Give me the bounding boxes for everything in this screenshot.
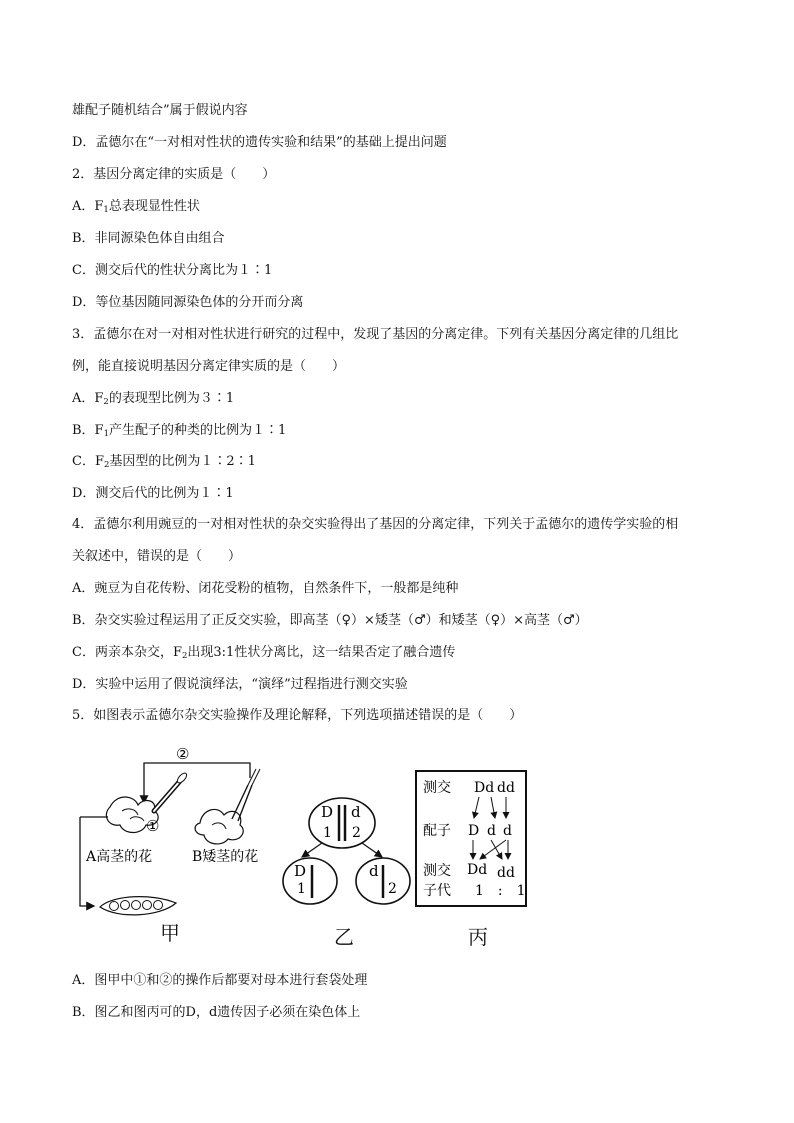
figure-bing — [416, 771, 526, 906]
line-text: B．非同源染色体自由组合 — [72, 231, 225, 246]
option-d — [72, 294, 303, 312]
option-b — [72, 612, 588, 630]
question-3 — [72, 326, 678, 344]
option-c — [72, 453, 256, 474]
gamete-d-lower: d — [487, 823, 496, 839]
parent-dd-2: dd — [497, 780, 515, 796]
question-2 — [72, 166, 275, 184]
parent-dd-1: Dd — [474, 780, 495, 796]
line-text: 总表现显性性状 — [108, 199, 200, 214]
chromosome-right-number: 2 — [388, 881, 397, 897]
row-label-offspring-2: 子代 — [423, 883, 451, 899]
offspring-dd-1: Dd — [467, 862, 488, 878]
line-text: B．图乙和图丙可的D，d遗传因子必须在染色体上 — [72, 1005, 361, 1020]
line-text: B．杂交实验过程运用了正反交实验，即高茎（♀）×矮茎（♂）和矮茎（♀）×高茎（♂） — [72, 613, 588, 628]
option-d — [72, 485, 234, 503]
allele-right: d — [369, 862, 379, 880]
chromosome-number-2: 2 — [352, 825, 361, 841]
flower-b-label: B矮茎的花 — [192, 849, 259, 865]
pea-pod-icon — [100, 897, 176, 915]
subscript: 1 — [103, 205, 109, 215]
line-text: 关叙述中，错误的是（ ） — [72, 549, 242, 564]
step-1-label: ① — [146, 817, 160, 835]
figure-label-yi: 乙 — [334, 925, 354, 949]
line-text: D．孟德尔在“一对相对性状的遗传实验和结果”的基础上提出问题 — [72, 135, 447, 150]
figure-label-jia: 甲 — [160, 921, 180, 945]
text-line — [72, 102, 248, 120]
question-5 — [72, 707, 522, 725]
allele-d-lower: d — [351, 803, 361, 821]
line-text: D．测交后代的比例为１∶1 — [72, 486, 234, 501]
row-label-offspring-1: 测交 — [423, 863, 451, 879]
line-text: 基因型的比例为１∶2∶1 — [109, 454, 256, 469]
gamete-d-lower-2: d — [503, 823, 512, 839]
option-d — [72, 134, 447, 152]
flower-a-label: A高茎的花 — [86, 849, 153, 865]
line-text: A．F — [72, 199, 104, 214]
option-a — [72, 580, 458, 598]
chromosome-left-number: 1 — [297, 881, 306, 897]
option-a — [72, 972, 367, 990]
split-arrow-left — [302, 843, 322, 857]
subscript: 2 — [103, 397, 109, 407]
option-c — [72, 644, 455, 665]
option-a — [72, 198, 200, 219]
line-text: 4．孟德尔利用豌豆的一对相对性状的杂交实验得出了基因的分离定律，下列关于孟德尔的遗传学实验的相 — [72, 517, 679, 532]
line-text: A．豌豆为自花传粉、闭花受粉的植物，自然条件下，一般都是纯种 — [72, 581, 459, 596]
option-b — [72, 1004, 360, 1022]
row-label-testcross: 测交 — [423, 780, 451, 796]
subscript: 2 — [181, 651, 188, 661]
line-text: 雄配子随机结合”属于假说内容 — [72, 103, 248, 118]
question-4 — [72, 516, 678, 534]
option-b — [72, 422, 286, 443]
offspring-ratio: 1 : 1 — [475, 883, 526, 899]
subscript: 1 — [103, 429, 109, 439]
allele-d-upper: D — [321, 803, 334, 821]
line-text: C．测交后代的性状分离比为１∶1 — [72, 263, 273, 278]
line-text: 产生配子的种类的比例为１∶1 — [109, 423, 287, 438]
line-text: 3．孟德尔在对一对相对性状进行研究的过程中，发现了基因的分离定律。下列有关基因分离定律的几组比 — [72, 327, 679, 342]
figure-yi — [283, 798, 410, 904]
line-text: 的表现型比例为３∶1 — [108, 391, 235, 406]
chromosome-number-1: 1 — [323, 825, 332, 841]
row-label-gametes: 配子 — [423, 823, 451, 839]
option-d — [72, 676, 408, 694]
line-text: D．等位基因随同源染色体的分开而分离 — [72, 295, 304, 310]
line-text: 2．基因分离定律的实质是（ ） — [72, 167, 276, 182]
option-a — [72, 390, 234, 411]
option-b — [72, 230, 225, 248]
offspring-dd-2: dd — [497, 865, 515, 881]
line-text: 例，能直接说明基因分离定律实质的是（ ） — [72, 359, 346, 374]
flower-b-icon — [195, 769, 260, 844]
line-text: A．图甲中①和②的操作后都要对母本进行套袋处理 — [72, 973, 368, 988]
split-arrow-right — [362, 843, 382, 857]
question-4-cont — [72, 548, 241, 566]
parent-cell — [309, 798, 375, 848]
line-text: C．两亲本杂交，F — [72, 645, 182, 660]
figure-svg — [72, 745, 532, 950]
option-c — [72, 262, 272, 280]
experiment-figure — [72, 745, 532, 950]
figure-jia — [80, 745, 260, 915]
gamete-d-upper: D — [468, 823, 480, 839]
line-text: 出现3:1性状分离比，这一结果否定了融合遗传 — [187, 645, 456, 660]
question-3-cont — [72, 358, 345, 376]
allele-left: D — [294, 862, 307, 880]
figure-label-bing: 丙 — [468, 925, 488, 949]
pollen-transfer-arrow — [144, 763, 250, 803]
line-text: B．F — [72, 423, 104, 438]
subscript: 2 — [103, 460, 110, 470]
line-text: A．F — [72, 391, 104, 406]
line-text: C．F — [72, 454, 104, 469]
line-text: 5．如图表示孟德尔杂交实验操作及理论解释，下列选项描述错误的是（ ） — [72, 708, 523, 723]
step-2-label: ② — [176, 745, 190, 763]
line-text: D．实验中运用了假说演绎法，“演绎”过程指进行测交实验 — [72, 677, 408, 692]
daughter-cell-left — [283, 858, 337, 904]
